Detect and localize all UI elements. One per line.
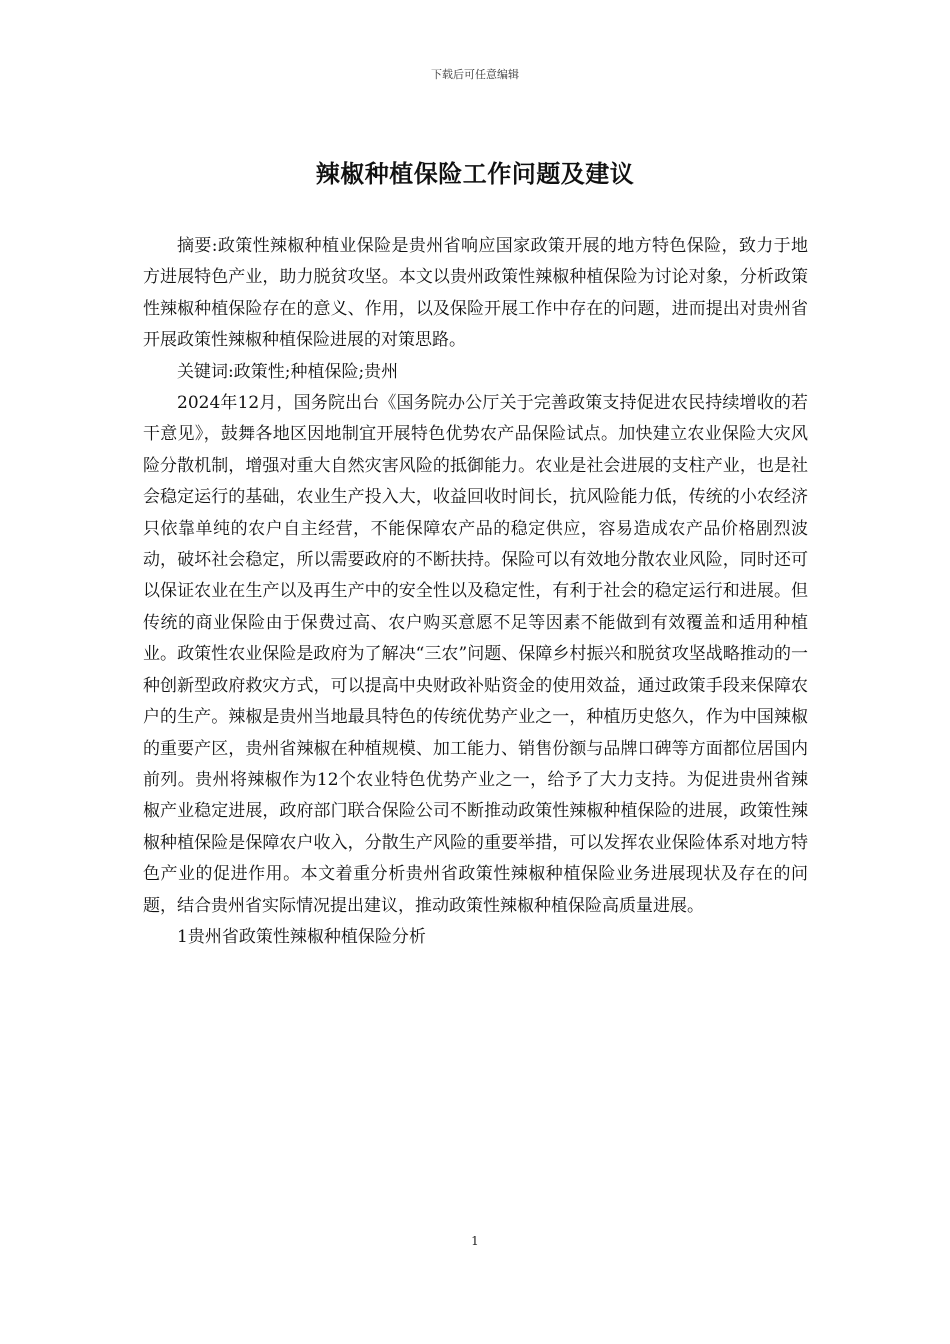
document-body xyxy=(143,231,808,953)
header-note: 下载后可任意编辑 xyxy=(431,68,519,81)
intro-paragraph: 2024年12月，国务院出台《国务院办公厅关于完善政策支持促进农民持续增收的若干意见》，鼓舞各地区因地制宜开展特色优势农产品保险试点。加快建立农业保险大灾风险分散机制，增强对重大自然灾害风险的抵御能力。农业是社会进展的支柱产业，也是社会稳定运行的基础，农业生产投入大，收益回收时间长，抗风险能力低，传统的小农经济只依靠单纯的农户自主经营，不能保障农产品的稳定供应，容易造成农产品价格剧烈波动，破坏社会稳定，所以需要政府的不断扶持。保险可以有效地分散农业风险，同时还可以保证农业在生产以及再生产中的安全性以及稳定性，有利于社会的稳定运行和进展。但传统的商业保险由于保费过高、农户购买意愿不足等因素不能做到有效覆盖和适用种植业。政策性农业保险是政府为了解决“三农”问题、保障乡村振兴和脱贫攻坚战略推动的一种创新型政府救灾方式，可以提高中央财政补贴资金的使用效益，通过政策手段来保障农户的生产。辣椒是贵州当地最具特色的传统优势产业之一，种植历史悠久，作为中国辣椒的重要产区，贵州省辣椒在种植规模、加工能力、销售份额与品牌口碑等方面都位居国内前列。贵州将辣椒作为12个农业特色优势产业之一，给予了大力支持。为促进贵州省辣椒产业稳定进展，政府部门联合保险公司不断推动政策性辣椒种植保险的进展，政策性辣椒种植保险是保障农户收入，分散生产风险的重要举措，可以发挥农业保险体系对地方特色产业的促进作用。本文着重分析贵州省政策性辣椒种植保险业务进展现状及存在的问题，结合贵州省实际情况提出建议，推动政策性辣椒种植保险高质量进展。 xyxy=(143,393,808,916)
section-heading: 1贵州省政策性辣椒种植保险分析 xyxy=(177,926,426,947)
document-title: 辣椒种植保险工作问题及建议 xyxy=(315,159,635,188)
abstract-paragraph: 摘要:政策性辣椒种植业保险是贵州省响应国家政策开展的地方特色保险，致力于地方进展特色产业，助力脱贫攻坚。本文以贵州政策性辣椒种植保险为讨论对象，分析政策性辣椒种植保险存在的意义、作用，以及保险开展工作中存在的问题，进而提出对贵州省开展政策性辣椒种植保险进展的对策思路。 xyxy=(143,236,808,351)
page-number: 1 xyxy=(471,1234,479,1248)
keywords-paragraph: 关键词:政策性;种植保险;贵州 xyxy=(177,361,399,382)
